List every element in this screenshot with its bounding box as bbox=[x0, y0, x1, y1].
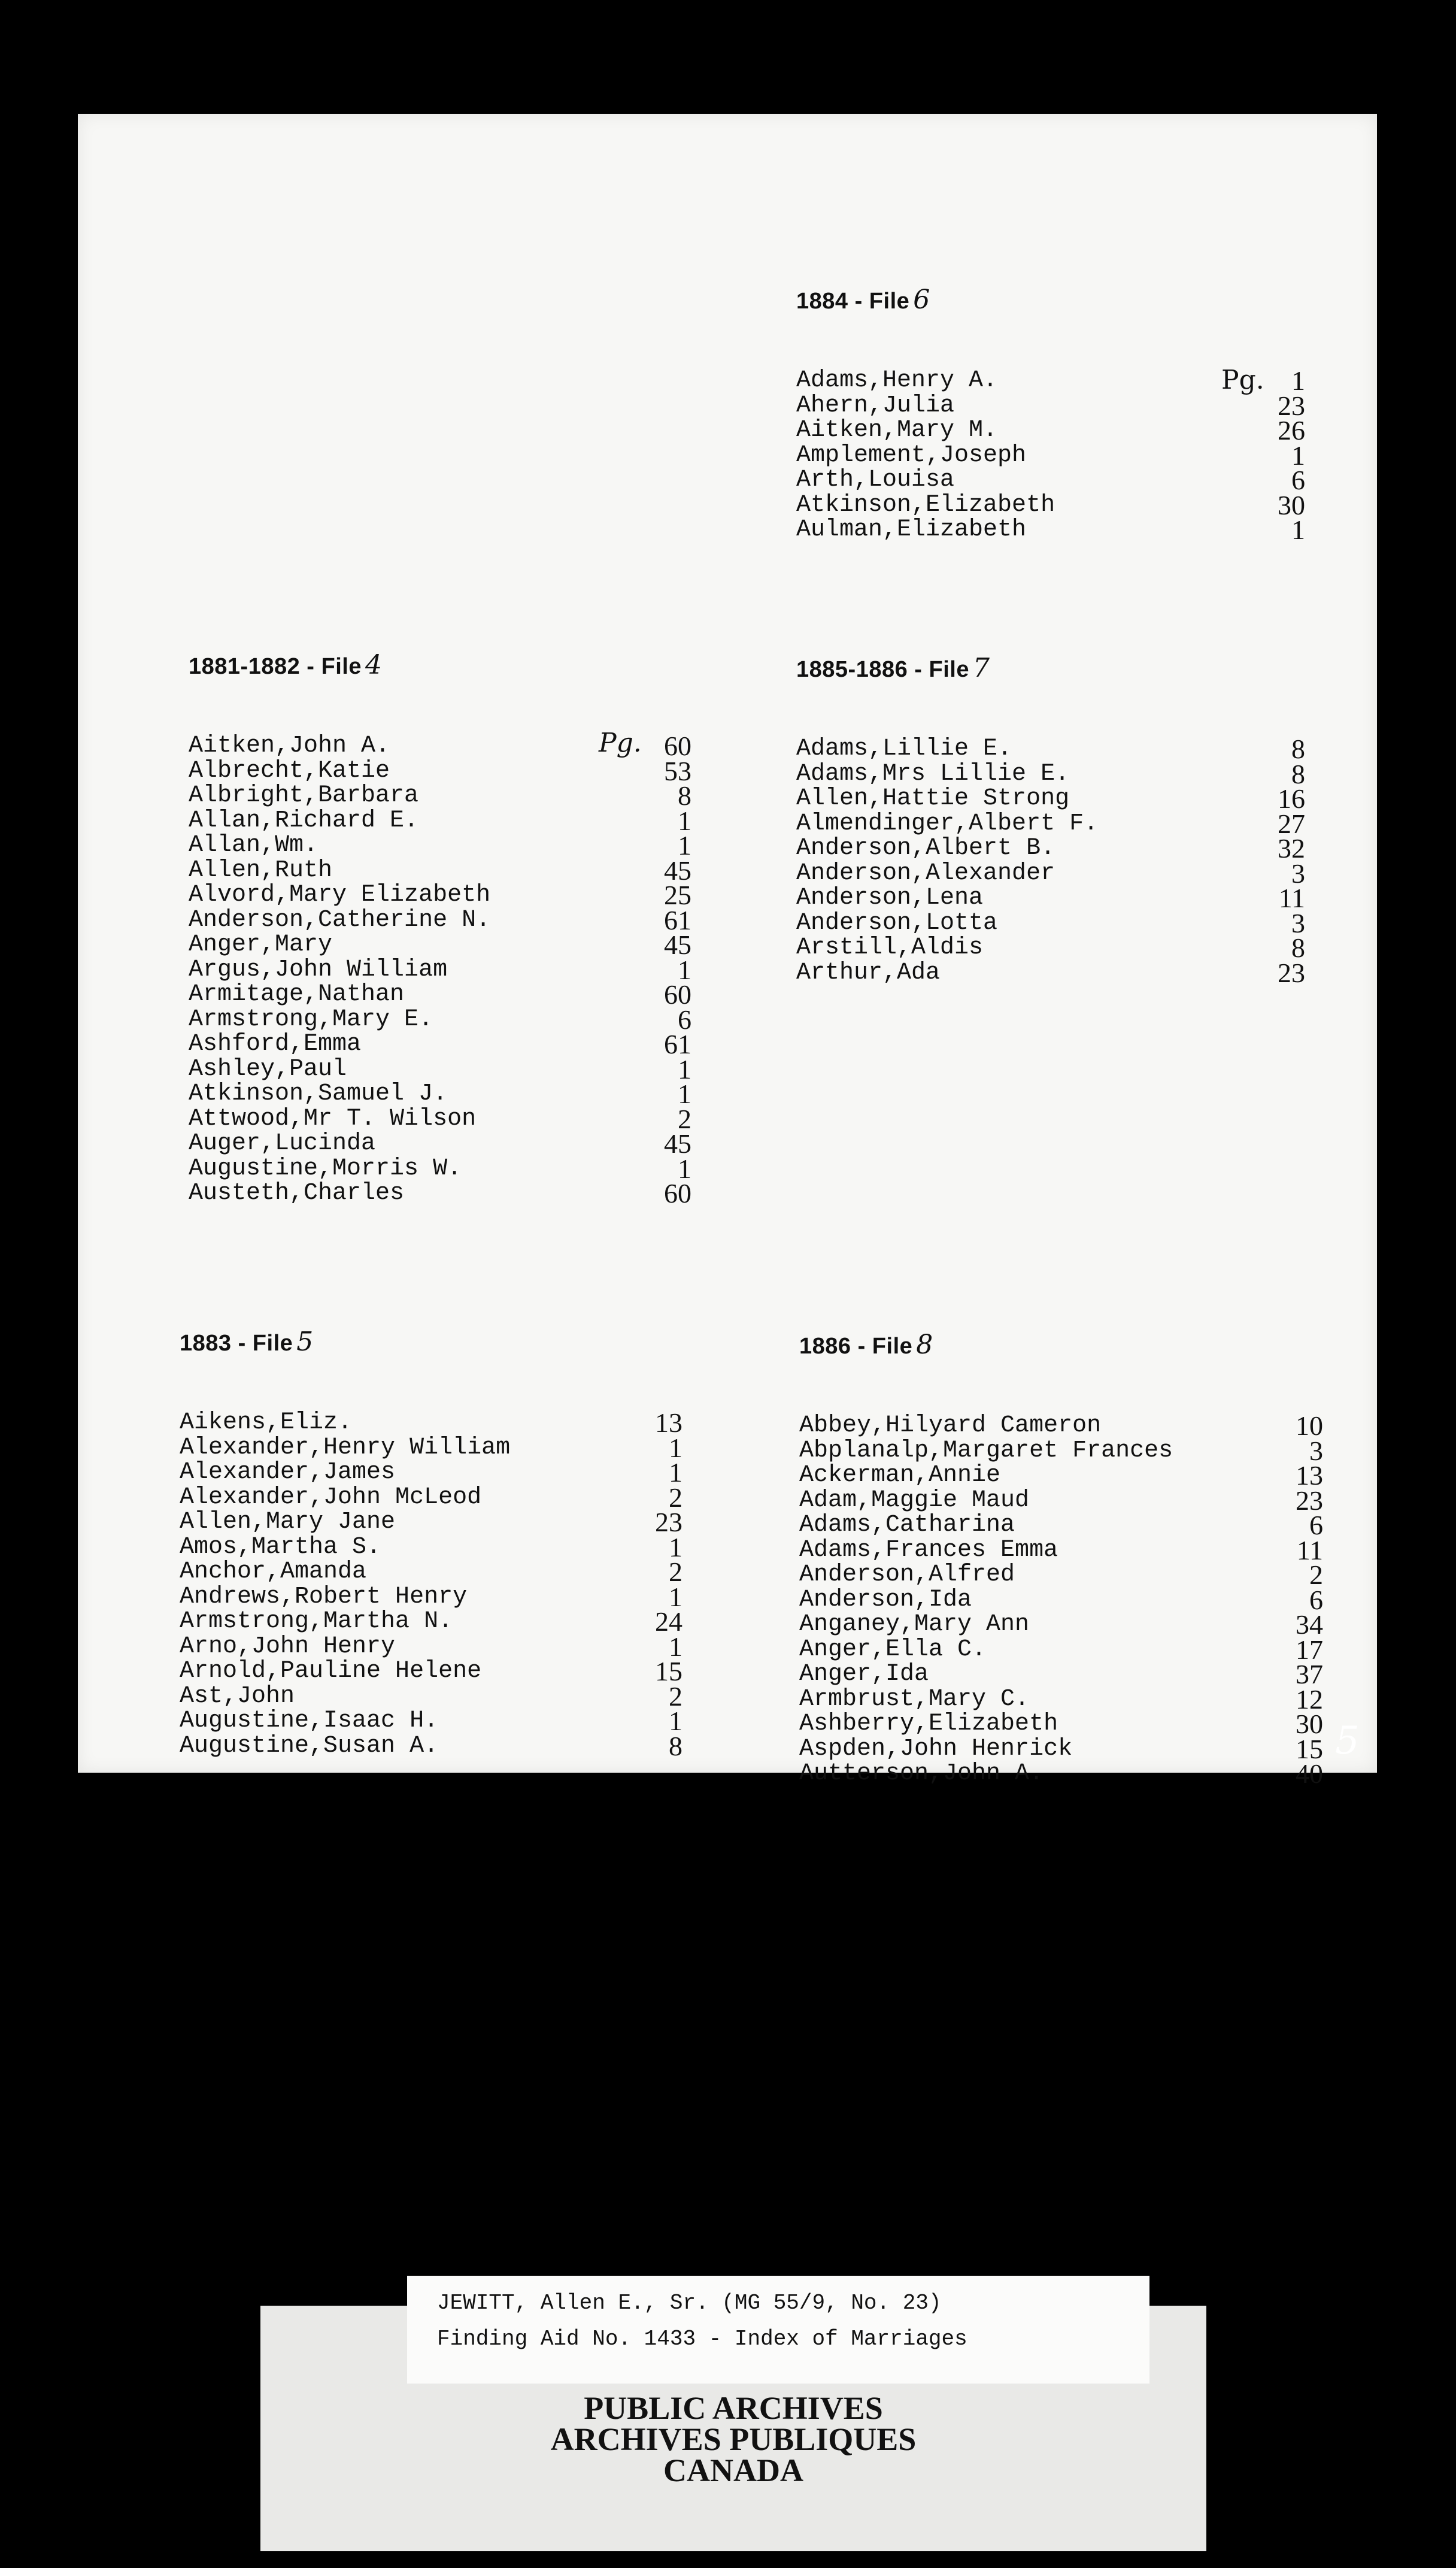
pg-label: Pg. bbox=[599, 728, 642, 758]
entry-name: Amos,Martha S. bbox=[180, 1533, 381, 1561]
entry-name: Autterson,John A. bbox=[799, 1760, 1044, 1787]
index-entry bbox=[799, 1410, 1323, 1441]
entry-page: 23 bbox=[655, 1507, 682, 1537]
entry-name: Allan,Richard E. bbox=[189, 807, 419, 834]
index-entry bbox=[189, 731, 691, 761]
finding-aid-label bbox=[407, 2276, 1149, 2384]
index-entry bbox=[180, 1680, 682, 1712]
index-entry bbox=[799, 1634, 1323, 1665]
entry-page: 37 bbox=[1296, 1659, 1323, 1689]
entry-page: 1 bbox=[678, 805, 691, 836]
index-entry bbox=[799, 1609, 1323, 1640]
index-entry bbox=[799, 1534, 1323, 1565]
entry-page: 6 bbox=[1309, 1510, 1323, 1540]
entry-name: Anderson,Albert B. bbox=[796, 835, 1055, 862]
entry-page: 2 bbox=[669, 1680, 682, 1712]
entry-name: Anger,Ella C. bbox=[799, 1636, 987, 1663]
entry-name: Augustine,Susan A. bbox=[180, 1732, 439, 1760]
index-entry bbox=[796, 440, 1305, 471]
entry-name: Albrecht,Katie bbox=[189, 757, 390, 785]
entry-name: Anderson,Alexander bbox=[796, 859, 1055, 887]
entry-page: 2 bbox=[669, 1556, 682, 1587]
index-entry bbox=[180, 1656, 682, 1686]
entry-name: Anchor,Amanda bbox=[180, 1558, 367, 1585]
index-entry bbox=[796, 465, 1305, 495]
index-entry bbox=[180, 1581, 682, 1612]
entry-page: 23 bbox=[1278, 390, 1305, 421]
index-entry bbox=[799, 1510, 1323, 1540]
index-entry bbox=[180, 1407, 682, 1438]
file-number: 5 bbox=[296, 1327, 314, 1357]
entry-name: Aikens,Eliz. bbox=[180, 1409, 353, 1436]
entry-page: 13 bbox=[1296, 1460, 1323, 1491]
entry-name: Anger,Ida bbox=[799, 1661, 929, 1688]
entry-page: 6 bbox=[1309, 1584, 1323, 1615]
entry-name: Adams,Lillie E. bbox=[796, 735, 1012, 762]
file-number: 4 bbox=[365, 650, 383, 680]
index-entry bbox=[796, 489, 1305, 520]
entry-name: Armitage,Nathan bbox=[189, 981, 405, 1008]
index-entry bbox=[180, 1631, 682, 1662]
index-entry bbox=[799, 1659, 1323, 1689]
section-heading bbox=[799, 1330, 1323, 1365]
file-number: 6 bbox=[913, 284, 930, 315]
file-number: 7 bbox=[972, 653, 990, 683]
entry-page: 2 bbox=[678, 1103, 691, 1134]
entry-name: Atkinson,Samuel J. bbox=[189, 1080, 448, 1107]
entry-name: Augustine,Isaac H. bbox=[180, 1707, 439, 1734]
index-entry bbox=[799, 1435, 1323, 1466]
entry-page: 17 bbox=[1296, 1634, 1323, 1665]
entry-page: 53 bbox=[664, 755, 691, 786]
index-entry bbox=[796, 758, 1305, 789]
entry-name: Alexander,Henry William bbox=[180, 1434, 511, 1461]
entry-page: 27 bbox=[1278, 808, 1305, 839]
entry-page: 45 bbox=[664, 855, 691, 886]
entry-page: 12 bbox=[1296, 1683, 1323, 1715]
collection-title: JEWITT, Allen E., Sr. (MG 55/9, No. 23) bbox=[437, 2291, 942, 2315]
entry-name: Adam,Maggie Maud bbox=[799, 1486, 1030, 1514]
index-entry bbox=[796, 858, 1305, 889]
index-entry bbox=[180, 1457, 682, 1488]
entry-name: Arno,John Henry bbox=[180, 1633, 396, 1660]
index-entry bbox=[189, 1053, 691, 1085]
entry-name: Adams,Henry A. bbox=[796, 367, 998, 394]
heading-text: 1883 - File bbox=[180, 1331, 293, 1356]
index-entry bbox=[180, 1706, 682, 1736]
entry-page: 11 bbox=[1296, 1534, 1323, 1565]
index-entry bbox=[796, 883, 1305, 913]
entry-name: Ahern,Julia bbox=[796, 392, 955, 419]
entry-name: Ashford,Emma bbox=[189, 1031, 362, 1058]
entry-page: 60 bbox=[664, 1178, 691, 1209]
file-6-section bbox=[796, 284, 1305, 543]
index-entry bbox=[180, 1482, 682, 1513]
entry-page: 60 bbox=[664, 979, 691, 1010]
entry-page: 15 bbox=[655, 1656, 682, 1686]
entry-page: 45 bbox=[664, 929, 691, 960]
heading-text: 1884 - File bbox=[796, 289, 910, 314]
index-entry bbox=[189, 855, 691, 886]
heading-text: 1886 - File bbox=[799, 1334, 913, 1359]
index-entry bbox=[189, 805, 691, 836]
entry-page: 1 bbox=[678, 1153, 691, 1184]
entry-page: 1 bbox=[669, 1631, 682, 1662]
file-8-section bbox=[799, 1330, 1323, 1789]
entry-page: 30 bbox=[1278, 489, 1305, 520]
entry-page: 8 bbox=[1291, 734, 1305, 764]
entry-page: 60 bbox=[664, 731, 691, 761]
index-entry bbox=[796, 390, 1305, 421]
entry-name: Ackerman,Annie bbox=[799, 1462, 1001, 1489]
index-entry bbox=[799, 1559, 1323, 1590]
index-entry bbox=[180, 1730, 682, 1761]
index-entry bbox=[189, 880, 691, 910]
entry-name: Arth,Louisa bbox=[796, 467, 955, 493]
entry-name: Anderson,Lena bbox=[796, 885, 984, 911]
entry-name: Amplement,Joseph bbox=[796, 441, 1027, 469]
index-entry bbox=[796, 907, 1305, 938]
entry-page: 8 bbox=[1291, 758, 1305, 789]
entry-page: 1 bbox=[678, 830, 691, 861]
index-entry bbox=[180, 1432, 682, 1463]
archives-stamp-line: CANADA bbox=[663, 2452, 803, 2488]
document-page bbox=[78, 114, 1377, 1789]
entry-page: 30 bbox=[1296, 1709, 1323, 1739]
entry-name: Allen,Ruth bbox=[189, 856, 333, 884]
entry-name: Alexander,John McLeod bbox=[180, 1483, 482, 1511]
entry-page: 40 bbox=[1296, 1758, 1323, 1789]
index-entry bbox=[180, 1531, 682, 1562]
entry-page: 1 bbox=[669, 1531, 682, 1562]
entry-name: Alvord,Mary Elizabeth bbox=[189, 882, 491, 909]
entry-page: 61 bbox=[664, 1029, 691, 1059]
entry-page: 45 bbox=[664, 1128, 691, 1159]
index-entry bbox=[796, 365, 1305, 396]
index-entry bbox=[799, 1733, 1323, 1764]
index-entry bbox=[796, 415, 1305, 446]
entry-page: 6 bbox=[678, 1004, 691, 1035]
entry-name: Armstrong,Mary E. bbox=[189, 1006, 433, 1033]
entry-name: Austeth,Charles bbox=[189, 1180, 405, 1207]
entry-page: 23 bbox=[1296, 1485, 1323, 1516]
index-entry bbox=[799, 1485, 1323, 1516]
entry-name: Almendinger,Albert F. bbox=[796, 810, 1099, 837]
entry-page: 1 bbox=[678, 1079, 691, 1109]
section-heading bbox=[180, 1327, 682, 1362]
entry-page: 8 bbox=[678, 780, 691, 811]
index-entry bbox=[796, 734, 1305, 764]
entry-name: Aspden,John Henrick bbox=[799, 1735, 1073, 1763]
index-entry bbox=[189, 1153, 691, 1184]
entry-name: Attwood,Mr T. Wilson bbox=[189, 1105, 477, 1132]
entry-name: Ast,John bbox=[180, 1682, 295, 1710]
entry-name: Alexander,James bbox=[180, 1459, 396, 1486]
entry-page: 23 bbox=[1278, 957, 1305, 988]
entry-page: 24 bbox=[655, 1606, 682, 1637]
entry-name: Ashberry,Elizabeth bbox=[799, 1710, 1058, 1737]
entry-page: 3 bbox=[1309, 1435, 1323, 1466]
entry-name: Auger,Lucinda bbox=[189, 1130, 376, 1157]
heading-text: 1885-1886 - File bbox=[796, 657, 969, 682]
entry-page: 6 bbox=[1291, 465, 1305, 495]
index-entry bbox=[189, 1079, 691, 1109]
entry-name: Aitken,John A. bbox=[189, 732, 390, 759]
entry-name: Aitken,Mary M. bbox=[796, 417, 998, 444]
entry-name: Anger,Mary bbox=[189, 931, 333, 958]
entry-page: 1 bbox=[669, 1706, 682, 1736]
entry-page: 1 bbox=[1291, 514, 1305, 545]
entry-name: Albright,Barbara bbox=[189, 782, 419, 809]
entry-name: Atkinson,Elizabeth bbox=[796, 491, 1055, 519]
heading-text: 1881-1882 - File bbox=[189, 654, 362, 679]
index-entry bbox=[799, 1683, 1323, 1715]
entry-page: 1 bbox=[669, 1581, 682, 1612]
index-entry bbox=[189, 1128, 691, 1159]
entry-page: 8 bbox=[669, 1730, 682, 1761]
entry-page: 1 bbox=[678, 1053, 691, 1085]
entry-name: Arnold,Pauline Helene bbox=[180, 1658, 482, 1685]
entry-page: 61 bbox=[664, 904, 691, 935]
index-entry bbox=[799, 1758, 1323, 1789]
entry-name: Anganey,Mary Ann bbox=[799, 1611, 1030, 1638]
entry-name: Anderson,Ida bbox=[799, 1586, 972, 1613]
entry-page: 34 bbox=[1296, 1609, 1323, 1640]
index-entry bbox=[189, 830, 691, 861]
entry-name: Arthur,Ada bbox=[796, 959, 941, 986]
entry-name: Allen,Hattie Strong bbox=[796, 785, 1070, 812]
file-4-section bbox=[189, 650, 691, 1209]
entry-name: Allan,Wm. bbox=[189, 832, 318, 859]
index-entry bbox=[189, 979, 691, 1010]
section-heading bbox=[796, 284, 1305, 320]
index-entry bbox=[796, 783, 1305, 814]
entry-page: 2 bbox=[1309, 1559, 1323, 1590]
entry-page: 2 bbox=[669, 1482, 682, 1513]
entry-name: Abplanalp,Margaret Frances bbox=[799, 1437, 1173, 1464]
entry-page: 1 bbox=[669, 1457, 682, 1488]
entry-page: 1 bbox=[669, 1432, 682, 1463]
archives-stamp-line: ARCHIVES PUBLIQUES bbox=[550, 2421, 917, 2457]
entry-page: 15 bbox=[1296, 1733, 1323, 1764]
entry-name: Anderson,Catherine N. bbox=[189, 906, 491, 934]
index-entry bbox=[799, 1460, 1323, 1491]
entry-name: Adams,Catharina bbox=[799, 1512, 1015, 1539]
entry-page: 11 bbox=[1278, 883, 1305, 913]
entry-name: Abbey,Hilyard Cameron bbox=[799, 1412, 1102, 1439]
entry-name: Andrews,Robert Henry bbox=[180, 1583, 468, 1610]
index-entry bbox=[189, 1103, 691, 1134]
entry-name: Adams,Mrs Lillie E. bbox=[796, 760, 1070, 788]
page-number-mark: 5 bbox=[1335, 1719, 1360, 1763]
index-entry bbox=[180, 1556, 682, 1587]
entry-name: Augustine,Morris W. bbox=[189, 1155, 462, 1182]
entry-name: Anderson,Alfred bbox=[799, 1561, 1015, 1588]
entry-page: 3 bbox=[1291, 858, 1305, 889]
index-entry bbox=[796, 808, 1305, 839]
archives-stamp-line: PUBLIC ARCHIVES bbox=[584, 2390, 883, 2426]
entry-name: Armbrust,Mary C. bbox=[799, 1685, 1030, 1713]
index-entry bbox=[189, 904, 691, 935]
index-entry bbox=[799, 1709, 1323, 1739]
index-entry bbox=[189, 1178, 691, 1209]
entry-page: 1 bbox=[1291, 440, 1305, 471]
index-entry bbox=[180, 1507, 682, 1537]
entry-page: 1 bbox=[1291, 365, 1305, 396]
entry-name: Allen,Mary Jane bbox=[180, 1509, 396, 1536]
index-entry bbox=[189, 1029, 691, 1059]
entry-name: Adams,Frances Emma bbox=[799, 1536, 1058, 1564]
entry-name: Aulman,Elizabeth bbox=[796, 516, 1027, 543]
entry-page: 25 bbox=[664, 880, 691, 910]
section-heading bbox=[796, 653, 1305, 689]
index-entry bbox=[796, 957, 1305, 988]
entry-page: 32 bbox=[1278, 833, 1305, 864]
file-5-section bbox=[180, 1327, 682, 1761]
index-entry bbox=[796, 514, 1305, 545]
entry-page: 1 bbox=[678, 954, 691, 985]
entry-name: Anderson,Lotta bbox=[796, 909, 998, 937]
entry-name: Argus,John William bbox=[189, 956, 448, 983]
entry-page: 16 bbox=[1278, 783, 1305, 814]
index-entry bbox=[796, 932, 1305, 963]
index-entry bbox=[180, 1606, 682, 1637]
index-entry bbox=[189, 780, 691, 811]
entry-name: Arstill,Aldis bbox=[796, 934, 984, 961]
index-entry bbox=[796, 833, 1305, 864]
index-entry bbox=[189, 929, 691, 960]
index-entry bbox=[799, 1584, 1323, 1615]
entry-page: 3 bbox=[1291, 907, 1305, 938]
entry-page: 13 bbox=[655, 1407, 682, 1438]
entry-page: 26 bbox=[1278, 415, 1305, 446]
entry-name: Armstrong,Martha N. bbox=[180, 1608, 453, 1635]
finding-aid-line: Finding Aid No. 1433 - Index of Marriages bbox=[437, 2327, 967, 2351]
file-7-section bbox=[796, 653, 1305, 988]
index-entry bbox=[189, 1004, 691, 1035]
pg-label: Pg. bbox=[1221, 365, 1264, 395]
entry-page: 8 bbox=[1291, 932, 1305, 963]
index-entry bbox=[189, 755, 691, 786]
entry-page: 10 bbox=[1296, 1410, 1323, 1441]
section-heading bbox=[189, 650, 691, 686]
entry-name: Ashley,Paul bbox=[189, 1055, 347, 1083]
file-number: 8 bbox=[916, 1330, 933, 1360]
index-entry bbox=[189, 954, 691, 985]
